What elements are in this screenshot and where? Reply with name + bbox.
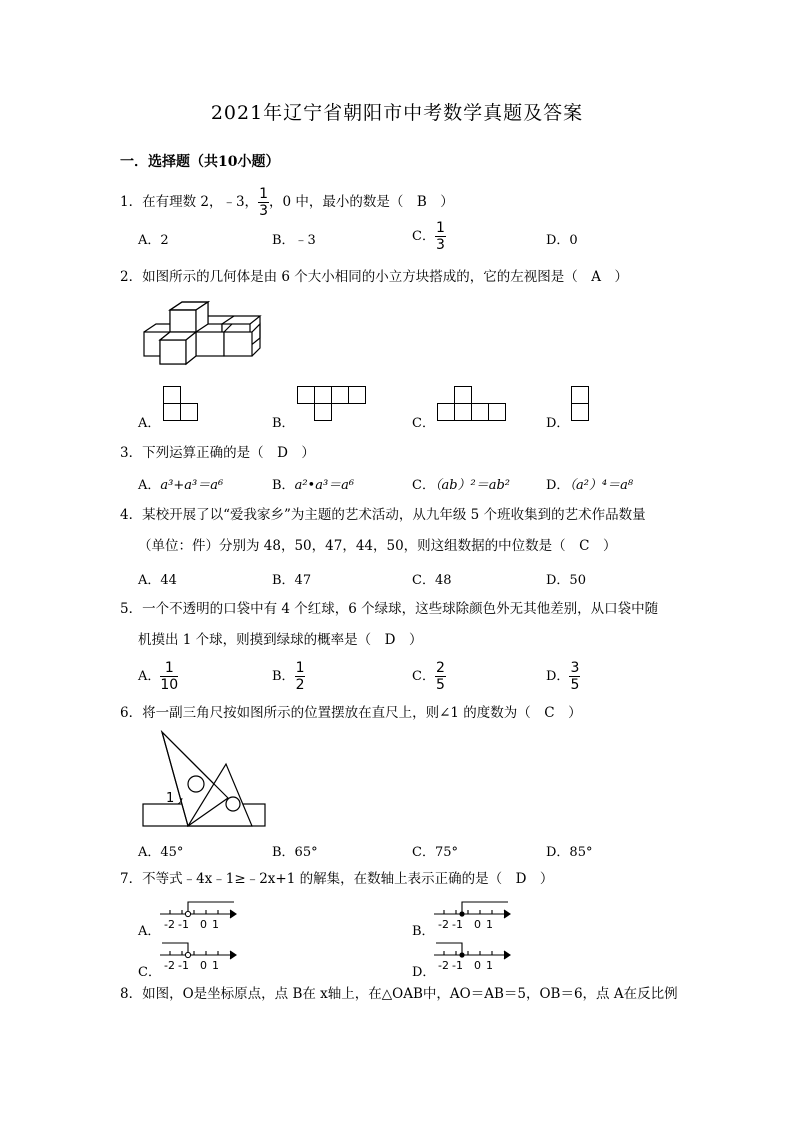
q7-option-b-number-line (432, 898, 514, 930)
q3-option-b-expr: a²•a³＝a⁶ (294, 478, 355, 493)
q3-option-a (138, 474, 223, 493)
q5-a-den: 10 (160, 677, 179, 693)
q3-option-b (272, 474, 354, 493)
tick-label: 0 (200, 959, 207, 971)
tick-label: -2 (438, 959, 449, 971)
q1-option-c-fraction (435, 220, 446, 253)
tick-label: 0 (474, 918, 481, 930)
question-4-line-1: 4．某校开展了以“爱我家乡”为主题的艺术活动，从九年级 5 个班收集到的艺术作品数量 (120, 507, 646, 523)
tick-label: -1 (178, 918, 189, 930)
q5-d-num: 3 (570, 660, 580, 676)
q6-triangle-ruler-figure (140, 728, 270, 830)
tick-label: 1 (212, 959, 219, 971)
q6-option-c: C．75° (412, 845, 458, 860)
q2-option-d-view (571, 386, 590, 422)
q5-option-d (546, 660, 580, 693)
q2-option-a: A． (138, 416, 161, 431)
q1-c-den: 3 (435, 237, 445, 253)
q5-option-b (272, 660, 305, 693)
q4-option-b: B．47 (272, 573, 312, 588)
q1-fraction (258, 186, 269, 219)
q1-option-b: B．﹣3 (272, 233, 316, 248)
tick-label: 0 (474, 959, 481, 971)
q5-option-c (412, 660, 446, 693)
q7-option-d: D． (412, 965, 436, 980)
q6-angle-label: 1 (166, 791, 175, 806)
q7-option-a-number-line (158, 898, 240, 930)
q5-d-den: 5 (570, 677, 580, 693)
q5-option-d-label: D． (546, 669, 570, 684)
q2-option-d: D． (546, 416, 570, 431)
q7-option-d-number-line (432, 939, 514, 971)
question-5-line-2: 机摸出 1 个球，则摸到绿球的概率是（ D ） (138, 632, 423, 648)
q5-b-num: 1 (295, 660, 305, 676)
q3-option-c-label: C． (412, 478, 435, 493)
q6-option-b: B．65° (272, 845, 318, 860)
q5-option-a (138, 660, 178, 693)
q5-option-b-label: B． (272, 669, 295, 684)
q3-option-a-expr: a³+a³＝a⁶ (160, 478, 224, 493)
q1-option-a: A．2 (138, 233, 169, 248)
q5-c-num: 2 (435, 660, 445, 676)
q1-option-c-label: C． (412, 229, 435, 244)
q5-a-num: 1 (160, 660, 178, 677)
q4-option-a: A．44 (138, 573, 177, 588)
q3-option-c (412, 474, 510, 493)
q6-option-d: D．85° (546, 845, 593, 860)
q5-b-den: 2 (295, 677, 305, 693)
question-4-line-2: （单位：件）分别为 48，50，47，44，50，则这组数据的中位数是（ C ） (138, 538, 617, 554)
tick-label: -1 (452, 918, 463, 930)
q1-frac-num: 1 (259, 186, 268, 202)
tick-label: 0 (200, 918, 207, 930)
q6-option-a: A．45° (138, 845, 184, 860)
q1-option-d: D．0 (546, 233, 578, 248)
q1-text-post: ，0 中，最小的数是（ B ） (268, 194, 454, 210)
question-3: 3．下列运算正确的是（ D ） (120, 445, 315, 461)
q2-option-b-view (297, 386, 367, 422)
q5-option-a-fraction (160, 660, 178, 693)
q4-option-d: D．50 (546, 573, 586, 588)
section-heading: 一．选择题（共10小题） (120, 154, 280, 170)
q1-option-c (412, 220, 446, 253)
q3-option-c-expr: （ab）²＝ab² (434, 478, 511, 493)
q5-option-d-fraction (569, 660, 580, 693)
q7-option-c: C． (138, 965, 161, 980)
q2-option-c-view (437, 386, 507, 422)
q3-option-b-label: B． (272, 478, 295, 493)
q3-option-a-label: A． (138, 478, 161, 493)
q1-text-pre: 1．在有理数 2，﹣3， (120, 194, 259, 210)
q7-option-a: A． (138, 924, 161, 939)
tick-label: -2 (164, 959, 175, 971)
q1-c-num: 1 (435, 220, 445, 236)
tick-label: -2 (164, 918, 175, 930)
q3-option-d-label: D． (546, 478, 570, 493)
tick-label: -1 (178, 959, 189, 971)
q2-option-a-view (163, 386, 199, 422)
tick-label: 1 (486, 918, 493, 930)
question-6: 6．将一副三角尺按如图所示的位置摆放在直尺上，则∠1 的度数为（ C ） (120, 705, 582, 721)
q3-option-d (546, 474, 633, 493)
tick-label: -1 (452, 959, 463, 971)
question-8: 8．如图，O是坐标原点，点 B在 x轴上，在△OAB中，AO＝AB＝5，OB＝6，点 A在反比例 (120, 986, 678, 1002)
tick-label: 1 (486, 959, 493, 971)
q2-option-b: B． (272, 416, 295, 431)
document-title: 2021年辽宁省朝阳市中考数学真题及答案 (210, 102, 584, 124)
question-5-line-1: 5．一个不透明的口袋中有 4 个红球，6 个绿球，这些球除颜色外无其他差别，从口袋中随 (120, 601, 659, 617)
tick-label: 1 (212, 918, 219, 930)
q2-solid-figure (140, 296, 266, 368)
q5-c-den: 5 (435, 677, 445, 693)
question-7: 7．不等式﹣4x﹣1≥﹣2x+1 的解集，在数轴上表示正确的是（ D ） (120, 871, 554, 887)
q5-option-a-label: A． (138, 669, 161, 684)
q7-option-b: B． (412, 924, 435, 939)
question-1 (120, 186, 454, 219)
q5-option-b-fraction (295, 660, 306, 693)
q2-option-c: C． (412, 416, 435, 431)
question-2: 2．如图所示的几何体是由 6 个大小相同的小立方块搭成的，它的左视图是（ A ） (120, 269, 629, 285)
q3-option-d-expr: （a²）⁴＝a⁸ (569, 478, 634, 493)
tick-label: -2 (438, 918, 449, 930)
q5-option-c-fraction (435, 660, 446, 693)
q5-option-c-label: C． (412, 669, 435, 684)
q1-frac-den: 3 (259, 203, 268, 219)
q7-option-c-number-line (158, 939, 240, 971)
q4-option-c: C．48 (412, 573, 452, 588)
